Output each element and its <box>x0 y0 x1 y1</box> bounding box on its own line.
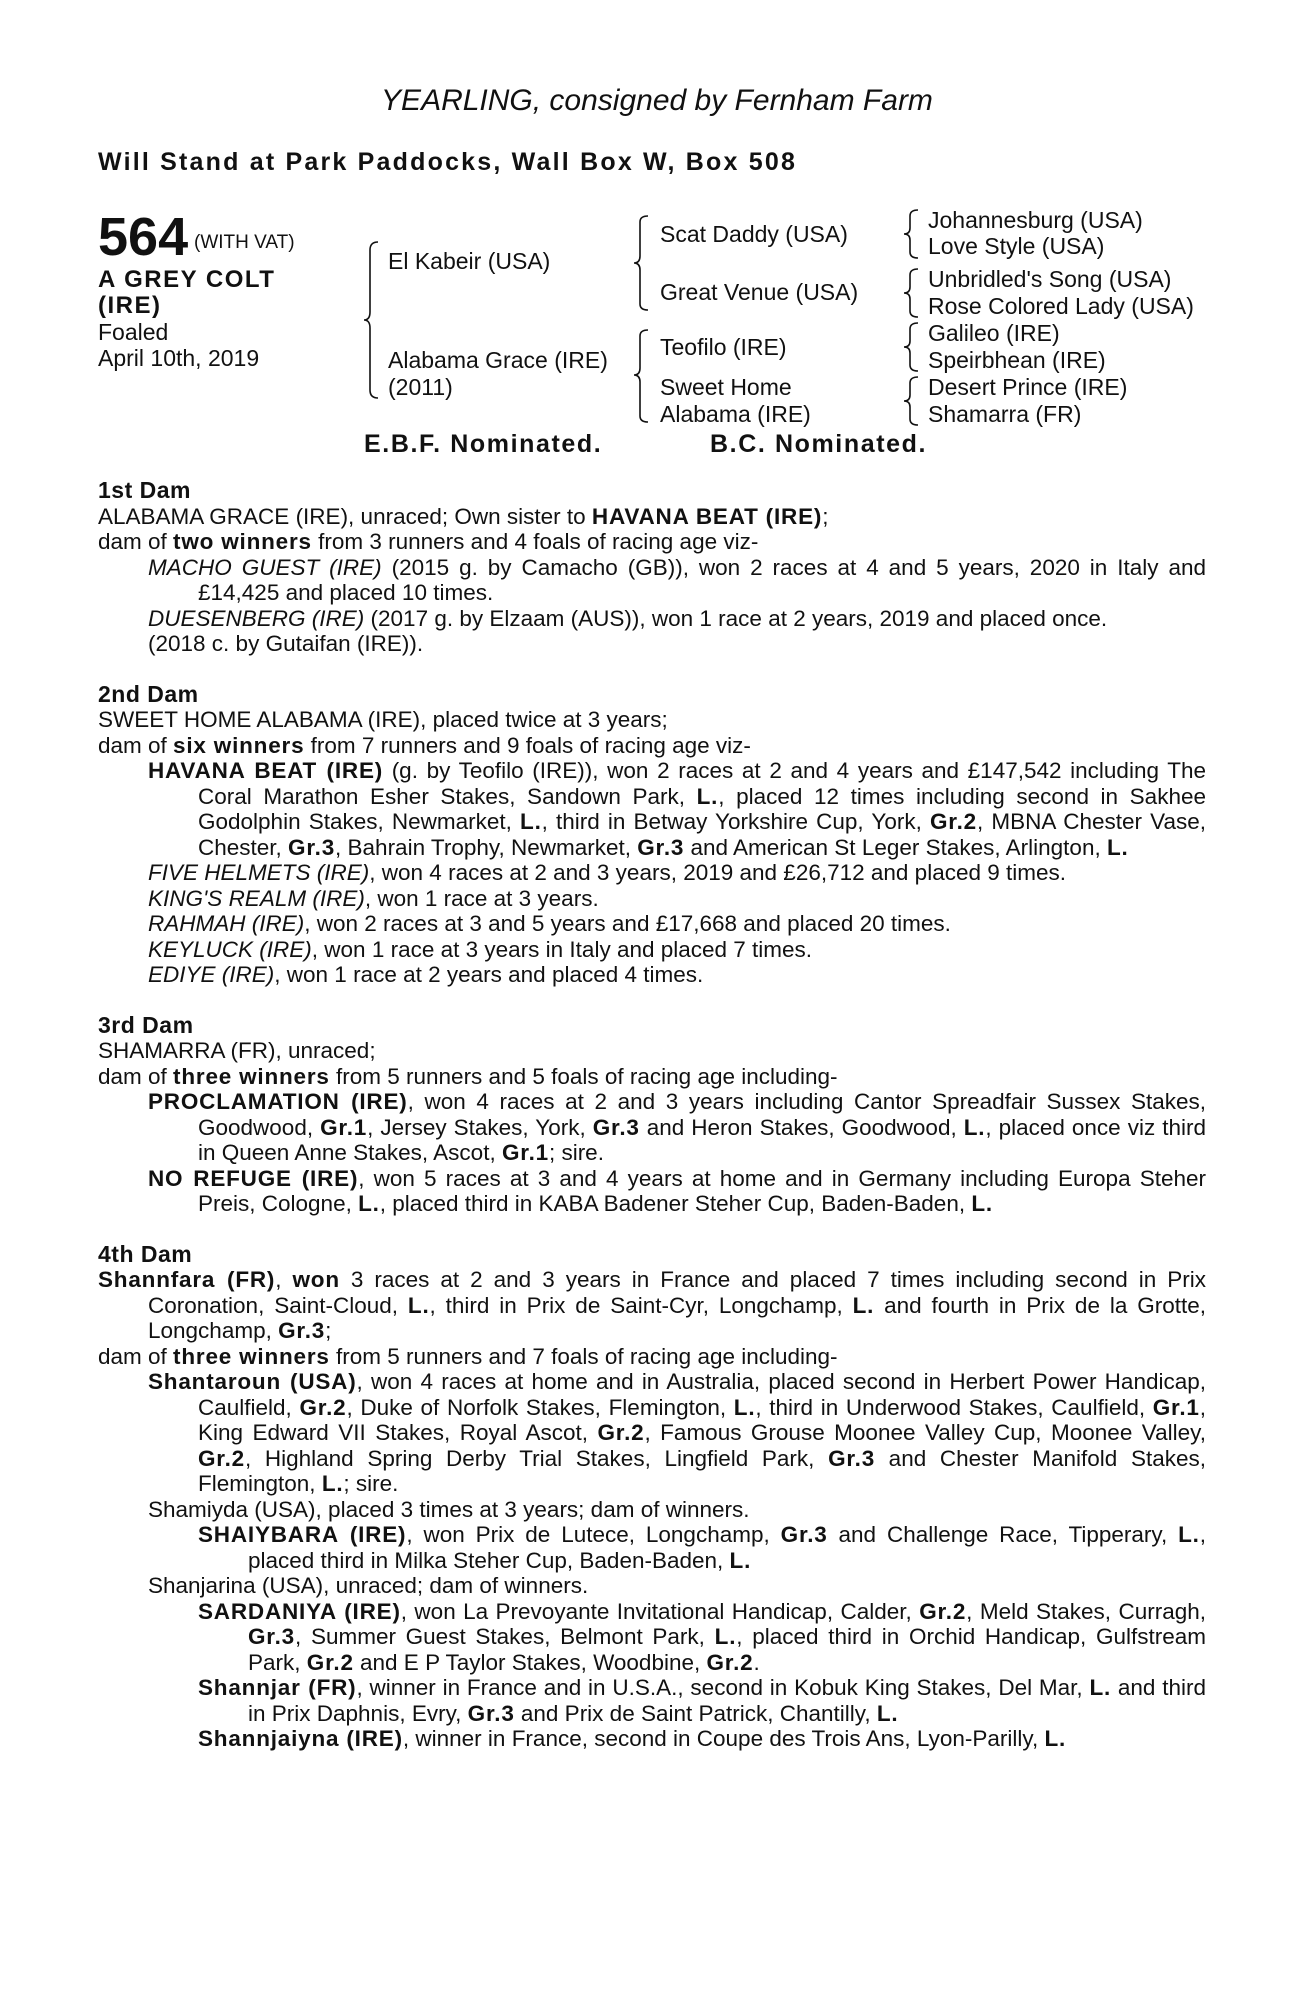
pedigree-dam-sire: Teofilo (IRE) <box>660 334 787 360</box>
sex-description: A GREY COLT <box>98 266 276 293</box>
foaled-date: April 10th, 2019 <box>98 345 260 371</box>
produce-entry: (2018 c. by Gutaifan (IRE)). <box>148 631 424 656</box>
dam-line: SWEET HOME ALABAMA (IRE), placed twice at 3 years; <box>98 707 668 732</box>
produce-entry: Shamiyda (USA), placed 3 times at 3 years; dam of winners. <box>148 1496 750 1522</box>
pedigree-dam: Alabama Grace (IRE) <box>388 347 608 373</box>
catalogue-body <box>98 478 1206 1777</box>
stand-line: Will Stand at Park Paddocks, Wall Box W, Box 508 <box>98 148 798 176</box>
produce-summary: dam of three winners from 5 runners and 5 foals of racing age including- <box>98 1063 838 1089</box>
pedigree-sss: Johannesburg (USA) <box>928 207 1143 233</box>
produce-entry: MACHO GUEST (IRE) (2015 g. by Camacho (GB)), won 2 races at 4 and 5 years, 2020 in Italy and £14,425 and placed 10 times. <box>148 554 1206 605</box>
produce-entry: PROCLAMATION (IRE), won 4 races at 2 and 3 years including Cantor Spreadfair Sussex Stakes, Goodwood, Gr.1, Jersey Stakes, York, Gr.3 and Heron Stakes, Goodwood, L., placed once viz third in Queen Anne Stakes, Ascot, Gr.1; sire. <box>148 1089 1206 1165</box>
produce-entry: NO REFUGE (IRE), won 5 races at 3 and 4 years at home and in Germany including Europa Steher Preis, Cologne, L., placed third in KABA Badener Steher Cup, Baden-Baden, L. <box>148 1165 1206 1216</box>
pedigree-sire-dam: Great Venue (USA) <box>660 279 859 305</box>
section-title: 2nd Dam <box>98 680 199 707</box>
brace-dam-line <box>632 328 652 424</box>
produce-summary: dam of three winners from 5 runners and 7 foals of racing age including- <box>98 1343 838 1369</box>
sex-country: (IRE) <box>98 292 162 319</box>
produce-entry: KEYLUCK (IRE), won 1 race at 3 years in Italy and placed 7 times. <box>148 936 813 962</box>
ebf-nomination: E.B.F. Nominated. <box>364 430 603 458</box>
produce-entry: KING'S REALM (IRE), won 1 race at 3 years. <box>148 885 599 911</box>
bc-nomination: B.C. Nominated. <box>710 430 928 458</box>
section-title: 1st Dam <box>98 477 191 503</box>
consignor-line: YEARLING, consigned by Fernham Farm <box>381 84 933 117</box>
brace-g3-1 <box>902 208 922 260</box>
pedigree-sire: El Kabeir (USA) <box>388 248 551 274</box>
produce-entry: DUESENBERG (IRE) (2017 g. by Elzaam (AUS)), won 1 race at 2 years, 2019 and placed once. <box>148 605 1108 631</box>
foaled-label: Foaled <box>98 319 169 345</box>
grandproduce-entry: Shannjar (FR), winner in France and in U.S.A., second in Kobuk King Stakes, Del Mar, L. and third in Prix Daphnis, Evry, Gr.3 and Prix de Saint Patrick, Chantilly, L. <box>198 1675 1206 1726</box>
pedigree-dss: Galileo (IRE) <box>928 320 1060 346</box>
produce-entry: Shanjarina (USA), unraced; dam of winners. <box>148 1573 589 1598</box>
produce-entry: EDIYE (IRE), won 1 race at 2 years and placed 4 times. <box>148 962 704 987</box>
pedigree-dam-year: (2011) <box>388 374 453 400</box>
pedigree-dam-dam: Sweet Home <box>660 374 792 400</box>
produce-entry: FIVE HELMETS (IRE), won 4 races at 2 and 3 years, 2019 and £26,712 and placed 9 times. <box>148 860 1067 885</box>
third-dam-section <box>98 1013 1206 1217</box>
brace-sire-line <box>632 214 652 312</box>
pedigree-sds: Unbridled's Song (USA) <box>928 266 1172 292</box>
grandproduce-entry: SARDANIYA (IRE), won La Prevoyante Invitational Handicap, Calder, Gr.2, Meld Stakes, Curragh, Gr.3, Summer Guest Stakes, Belmont Park, L., placed third in Orchid Handicap, Gulfstream Park, Gr.2 and E P Taylor Stakes, Woodbine, Gr.2. <box>198 1598 1206 1675</box>
grandproduce-entry: SHAIYBARA (IRE), won Prix de Lutece, Longchamp, Gr.3 and Challenge Race, Tipperary, L., placed third in Milka Steher Cup, Baden-Baden, L. <box>198 1522 1206 1573</box>
produce-entry: RAHMAH (IRE), won 2 races at 3 and 5 years and £17,668 and placed 20 times. <box>148 911 951 936</box>
brace-g3-4 <box>902 375 922 427</box>
brace-g3-3 <box>902 321 922 373</box>
produce-entry: HAVANA BEAT (IRE) (g. by Teofilo (IRE)), won 2 races at 2 and 4 years and £147,542 including The Coral Marathon Esher Stakes, Sandown Park, L., placed 12 times including second in Sakhee Godolphin Stakes, Newmarket, L., third in Betway Yorkshire Cup, York, Gr.2, MBNA Chester Vase, Chester, Gr.3, Bahrain Trophy, Newmarket, Gr.3 and American St Leger Stakes, Arlington, L. <box>148 758 1206 860</box>
brace-g3-2 <box>902 267 922 319</box>
vat-note: (WITH VAT) <box>194 232 295 253</box>
produce-entry: Shantaroun (USA), won 4 races at home and in Australia, placed second in Herbert Power Handicap, Caulfield, Gr.2, Duke of Norfolk Stakes, Flemington, L., third in Underwood Stakes, Caulfield, Gr.1, King Edward VII Stakes, Royal Ascot, Gr.2, Famous Grouse Moonee Valley Cup, Moonee Valley, Gr.2, Highland Spring Derby Trial Stakes, Lingfield Park, Gr.3 and Chester Manifold Stakes, Flemington, L.; sire. <box>148 1369 1206 1496</box>
grandproduce-entry: Shannjaiyna (IRE), winner in France, second in Coupe des Trois Ans, Lyon-Parilly, L. <box>198 1726 1067 1751</box>
pedigree-dsd: Speirbhean (IRE) <box>928 347 1106 373</box>
pedigree-sdd: Rose Colored Lady (USA) <box>928 293 1194 319</box>
dam-line: SHAMARRA (FR), unraced; <box>98 1038 376 1063</box>
dam-line: Shannfara (FR), won 3 races at 2 and 3 years in France and placed 7 times including second in Prix Coronation, Saint-Cloud, L., third in Prix de Saint-Cyr, Longchamp, L. and fourth in Prix de la Grotte, Longchamp, Gr.3; <box>98 1267 1206 1343</box>
second-dam-section <box>98 682 1206 988</box>
produce-summary: dam of six winners from 7 runners and 9 foals of racing age viz- <box>98 732 751 758</box>
pedigree-dds: Desert Prince (IRE) <box>928 374 1128 400</box>
first-dam-section <box>98 478 1206 657</box>
produce-summary: dam of two winners from 3 runners and 4 foals of racing age viz- <box>98 529 759 554</box>
lot-number: 564 <box>98 207 189 267</box>
pedigree-ssd: Love Style (USA) <box>928 233 1105 259</box>
pedigree-ddd: Shamarra (FR) <box>928 401 1082 427</box>
fourth-dam-section <box>98 1242 1206 1752</box>
pedigree-dam-dam-2: Alabama (IRE) <box>660 401 811 427</box>
section-title: 4th Dam <box>98 1240 193 1267</box>
dam-line: ALABAMA GRACE (IRE), unraced; Own sister to HAVANA BEAT (IRE); <box>98 503 829 529</box>
pedigree-sire-sire: Scat Daddy (USA) <box>660 221 848 247</box>
section-title: 3rd Dam <box>98 1011 194 1038</box>
brace-first-generation <box>362 240 382 400</box>
